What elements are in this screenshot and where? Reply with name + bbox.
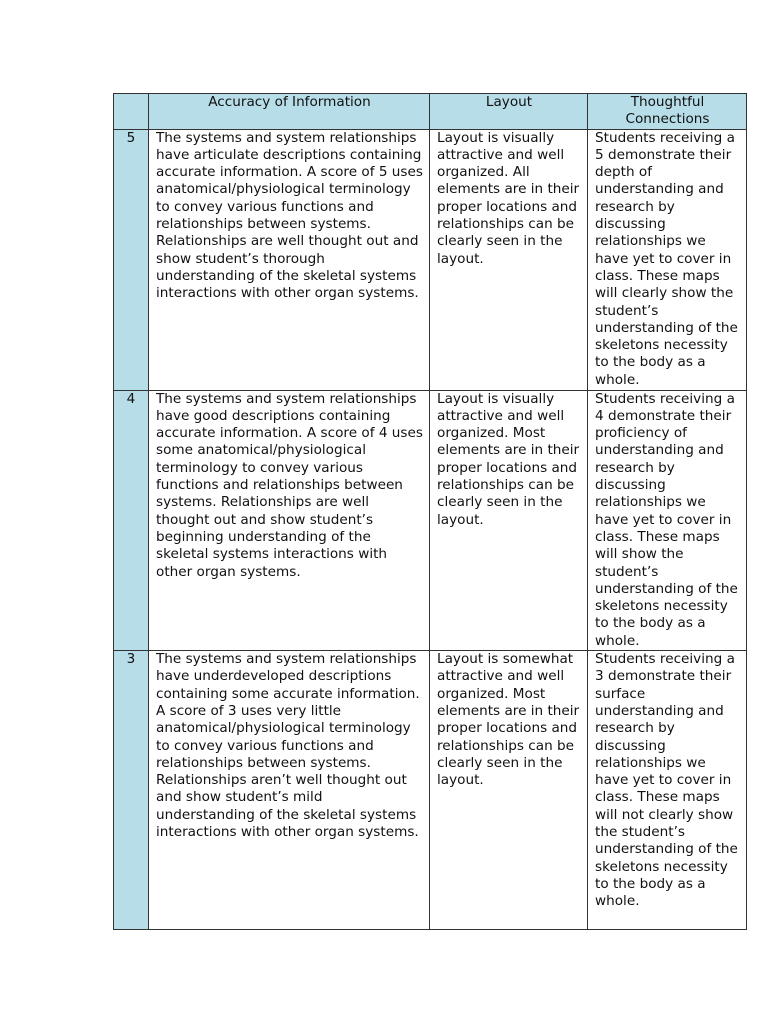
layout-text: Layout is visually attractive and well organized. Most elements are in their proper locations and relationships can be clearly seen in the layout. xyxy=(437,390,580,528)
table-row xyxy=(114,129,747,390)
connections-text: Students receiving a 5 demonstrate their depth of understanding and research by discussing relationships we have yet to cover in class. These maps will clearly show the student’s understanding of the skeletons necessity to the body as a whole. xyxy=(595,129,738,388)
accuracy-cell xyxy=(149,390,430,650)
rubric-table xyxy=(113,93,747,930)
accuracy-text: The systems and system relationships have good descriptions containing accurate information. A score of 4 uses some anatomical/physiological terminology to convey various functions and relationships between systems. Relationships are well thought out and show student’s beginning understanding of the skeletal systems interactions with other organ systems. xyxy=(156,390,423,580)
layout-text: Layout is visually attractive and well organized. All elements are in their proper locations and relationships can be clearly seen in the layout. xyxy=(437,129,580,267)
layout-cell xyxy=(430,651,588,930)
connections-text: Students receiving a 3 demonstrate their surface understanding and research by discussing relationships we have yet to cover in class. These maps will not clearly show the student’s understanding of the skeletons necessity to the body as a whole. xyxy=(595,651,738,910)
connections-text: Students receiving a 4 demonstrate their proficiency of understanding and research by discussing relationships we have yet to cover in class. These maps will show the student’s understanding of the skeletons necessity to the body as a whole. xyxy=(595,390,738,649)
connections-cell xyxy=(588,129,747,390)
accuracy-text: The systems and system relationships have underdeveloped descriptions containing some accurate information. A score of 3 uses very little anatomical/physiological terminology to convey various functions and relationships between systems. Relationships aren’t well thought out and show student’s mild understanding of the skeletal systems interactions with other organ systems. xyxy=(156,651,420,841)
accuracy-cell xyxy=(149,129,430,390)
connections-cell xyxy=(588,651,747,930)
connections-cell xyxy=(588,390,747,650)
score-cell: 5 xyxy=(114,129,149,390)
layout-text: Layout is somewhat attractive and well organized. Most elements are in their proper locations and relationships can be clearly seen in the layout. xyxy=(437,651,580,789)
score-cell: 4 xyxy=(114,390,149,650)
header-layout: Layout xyxy=(430,94,588,130)
score-cell: 3 xyxy=(114,651,149,930)
layout-cell xyxy=(430,129,588,390)
table-row xyxy=(114,651,747,930)
header-row xyxy=(114,94,747,130)
accuracy-text: The systems and system relationships have articulate descriptions containing accurate information. A score of 5 uses anatomical/physiological terminology to convey various functions and relationships between systems. Relationships are well thought out and show student’s thorough understanding of the skeletal systems interactions with other organ systems. xyxy=(156,129,423,302)
header-score xyxy=(114,94,149,130)
header-accuracy: Accuracy of Information xyxy=(149,94,430,130)
accuracy-cell xyxy=(149,651,430,930)
layout-cell xyxy=(430,390,588,650)
header-connections: Thoughtful Connections xyxy=(588,94,747,130)
table-row xyxy=(114,390,747,650)
